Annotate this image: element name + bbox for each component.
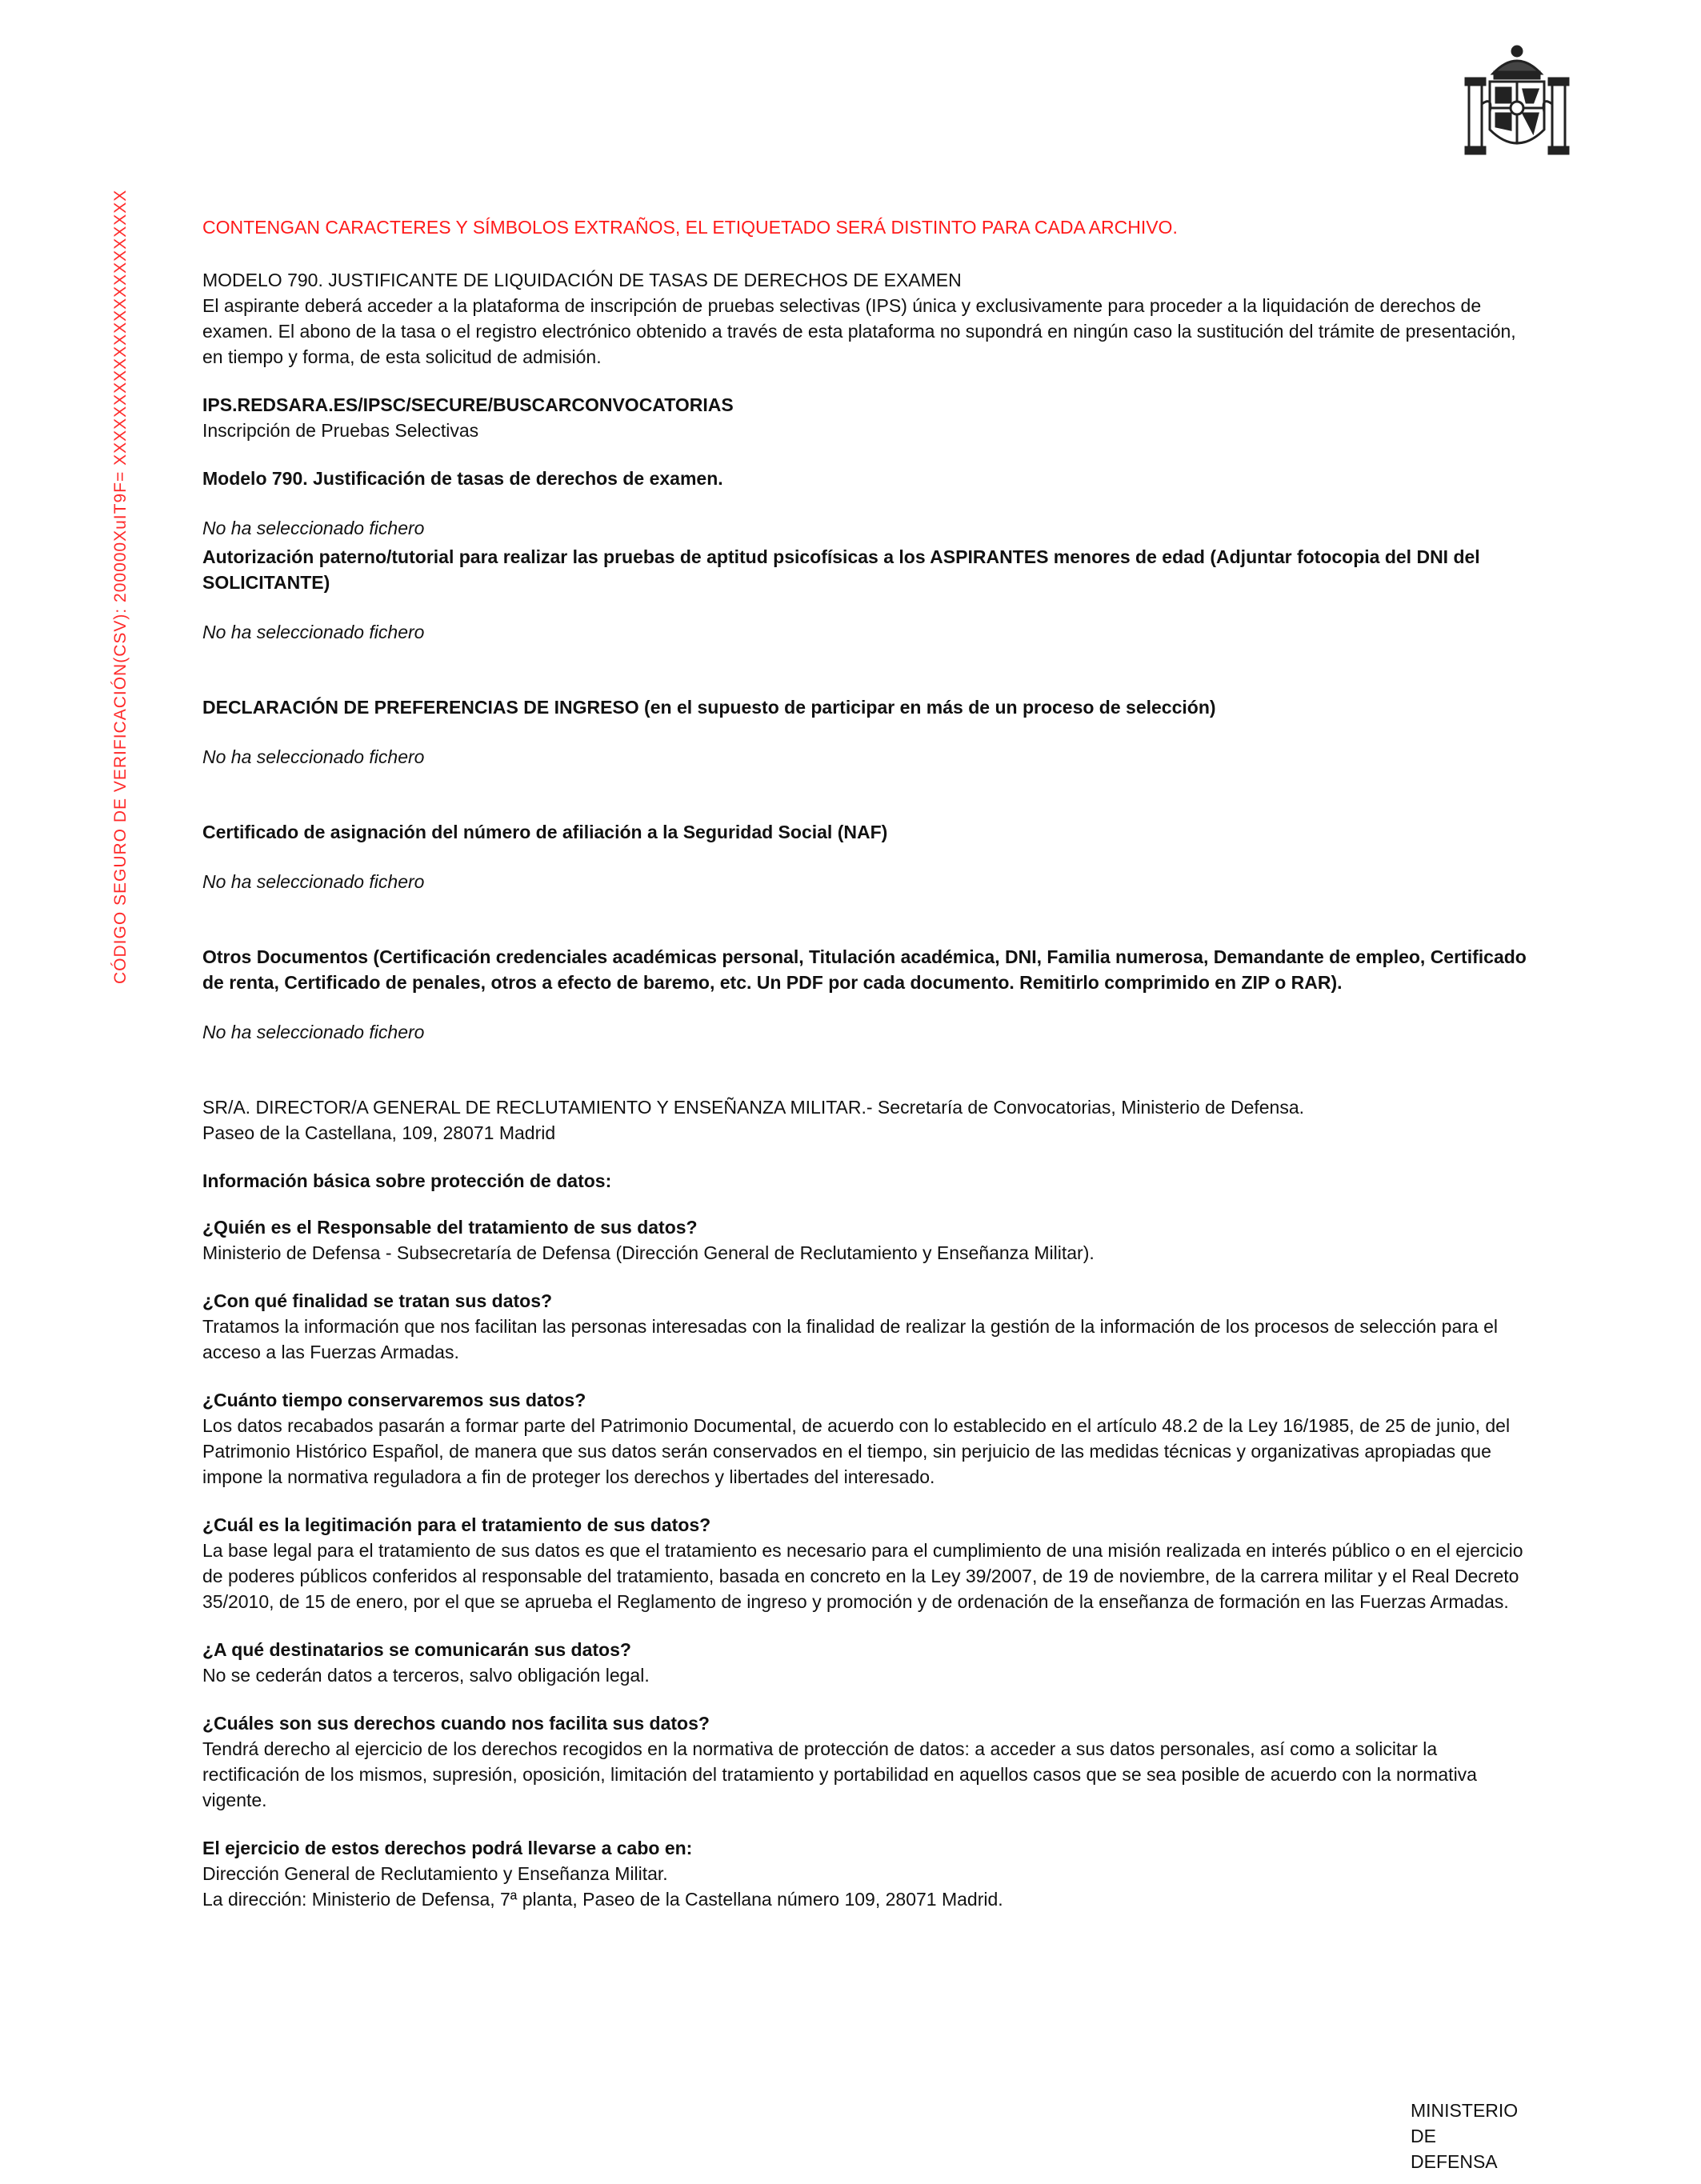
destinatario-section <box>202 1094 1539 1146</box>
faq-answer: No se cederán datos a terceros, salvo obligación legal. <box>202 1665 650 1686</box>
faq-question: ¿A qué destinatarios se comunicarán sus datos? <box>202 1639 631 1660</box>
ministerio-footer <box>1411 2098 1539 2174</box>
destinatario-line-1: SR/A. DIRECTOR/A GENERAL DE RECLUTAMIENTO Y ENSEÑANZA MILITAR.- Secretaría de Convocatorias, Ministerio de Defensa. <box>202 1097 1305 1118</box>
attachment-status: No ha seleccionado fichero <box>202 518 425 538</box>
faq-answer: Tendrá derecho al ejercicio de los derechos recogidos en la normativa de protección de datos: a acceder a sus datos personales, así como a solicitar la rectificación de los mismos, supresión, oposición, limitación del tratamiento y portabilidad en aquellos casos que se sea posible de acuerdo con la normativa vigente. <box>202 1738 1477 1810</box>
faq-answer: La base legal para el tratamiento de sus datos es que el tratamiento es necesario para el cumplimiento de una misión realizada en interés público o en el ejercicio de poderes públicos conferidos al responsable del tratamiento, basada en concreto en la Ley 39/2007, de 19 de noviembre, de la carrera militar y el Real Decreto 35/2010, de 15 de enero, por el que se aprueba el Reglamento de ingreso y promoción y de ordenación de la enseñanza de formación en las Fuerzas Armadas. <box>202 1540 1523 1612</box>
faq-answer: Los datos recabados pasarán a formar parte del Patrimonio Documental, de acuerdo con lo establecido en el artículo 48.2 de la Ley 16/1985, de 25 de junio, del Patrimonio Histórico Español, de manera que sus datos serán conservados en el tiempo, sin perjuicio de las medidas técnicas y organizativas apropiadas que impone la normativa reguladora a fin de proteger los derechos y libertades del interesado. <box>202 1415 1511 1487</box>
attachment-modelo-790 <box>202 466 1539 541</box>
attachment-status: No ha seleccionado fichero <box>202 622 425 642</box>
document-body <box>202 214 1539 1934</box>
warning-text: CONTENGAN CARACTERES Y SÍMBOLOS EXTRAÑOS, EL ETIQUETADO SERÁ DISTINTO PARA CADA ARCHIVO. <box>202 217 1178 238</box>
faq-answer: Tratamos la información que nos facilitan las personas interesadas con la finalidad de realizar la gestión de la información de los procesos de selección para el acceso a las Fuerzas Armadas. <box>202 1316 1498 1362</box>
csv-verification-code: CÓDIGO SEGURO DE VERIFICACIÓN(CSV): 200000XuIT9F= XXXXXXXXXXXXXXXXXXXXXXX <box>111 189 130 984</box>
faq-finalidad <box>202 1288 1539 1365</box>
attachment-autorizacion <box>202 544 1539 645</box>
attachment-declaracion <box>202 694 1539 770</box>
proteccion-datos-title: Información básica sobre protección de datos: <box>202 1170 612 1191</box>
attachment-status: No ha seleccionado fichero <box>202 746 425 767</box>
faq-question: ¿Cuáles son sus derechos cuando nos facilita sus datos? <box>202 1713 710 1734</box>
proteccion-datos-title-block <box>202 1168 1539 1194</box>
modelo-790-section <box>202 267 1539 370</box>
attachment-title: Autorización paterno/tutorial para realizar las pruebas de aptitud psicofísicas a los ASPIRANTES menores de edad (Adjuntar fotocopia del DNI del SOLICITANTE) <box>202 546 1480 593</box>
faq-question: ¿Con qué finalidad se tratan sus datos? <box>202 1290 553 1311</box>
attachment-title: DECLARACIÓN DE PREFERENCIAS DE INGRESO (en el supuesto de participar en más de un proceso de selección) <box>202 697 1216 718</box>
faq-question: ¿Cuánto tiempo conservaremos sus datos? <box>202 1390 586 1410</box>
ejercicio-derechos-section <box>202 1835 1539 1912</box>
faq-legitimacion <box>202 1512 1539 1614</box>
footer-line-1: MINISTERIO <box>1411 2100 1519 2121</box>
attachment-title: Certificado de asignación del número de afiliación a la Seguridad Social (NAF) <box>202 822 888 842</box>
faq-destinatarios <box>202 1637 1539 1688</box>
faq-question: ¿Quién es el Responsable del tratamiento de sus datos? <box>202 1217 698 1238</box>
attachment-status: No ha seleccionado fichero <box>202 1022 425 1042</box>
faq-conservacion <box>202 1387 1539 1490</box>
destinatario-line-2: Paseo de la Castellana, 109, 28071 Madrid <box>202 1122 556 1143</box>
attachment-title: Otros Documentos (Certificación credenciales académicas personal, Titulación académica, DNI, Familia numerosa, Demandante de empleo, Certificado de renta, Certificado de penales, otros a efecto de baremo, etc. Un PDF por cada documento. Remitirlo comprimido en ZIP o RAR). <box>202 946 1527 993</box>
modelo-790-text: El aspirante deberá acceder a la plataforma de inscripción de pruebas selectivas (IPS) única y exclusivamente para proceder a la liquidación de derechos de examen. El abono de la tasa o el registro electrónico obtenido a través de esta plataforma no supondrá en ningún caso la sustitución del trámite de presentación, en tiempo y forma, de esta solicitud de admisión. <box>202 295 1516 367</box>
faq-derechos <box>202 1710 1539 1813</box>
faq-answer: Ministerio de Defensa - Subsecretaría de Defensa (Dirección General de Reclutamiento y Enseñanza Militar). <box>202 1242 1095 1263</box>
ejercicio-derechos-line-2: La dirección: Ministerio de Defensa, 7ª planta, Paseo de la Castellana número 109, 28071 Madrid. <box>202 1889 1003 1910</box>
attachment-certificado-naf <box>202 819 1539 894</box>
footer-line-2: DE <box>1411 2126 1436 2146</box>
footer-line-3: DEFENSA <box>1411 2151 1498 2172</box>
faq-responsable <box>202 1214 1539 1266</box>
ejercicio-derechos-line-1: Dirección General de Reclutamiento y Enseñanza Militar. <box>202 1863 668 1884</box>
attachment-otros-documentos <box>202 944 1539 1045</box>
ips-url: IPS.REDSARA.ES/IPSC/SECURE/BUSCARCONVOCATORIAS <box>202 394 734 415</box>
modelo-790-title: MODELO 790. JUSTIFICANTE DE LIQUIDACIÓN DE TASAS DE DERECHOS DE EXAMEN <box>202 270 962 290</box>
attachment-title: Modelo 790. Justificación de tasas de derechos de examen. <box>202 468 723 489</box>
faq-question: ¿Cuál es la legitimación para el tratamiento de sus datos? <box>202 1514 711 1535</box>
attachment-status: No ha seleccionado fichero <box>202 871 425 892</box>
ips-label: Inscripción de Pruebas Selectivas <box>202 420 479 441</box>
ejercicio-derechos-title: El ejercicio de estos derechos podrá llevarse a cabo en: <box>202 1838 693 1858</box>
spain-coat-of-arms-icon <box>1461 40 1573 160</box>
ips-section <box>202 392 1539 443</box>
